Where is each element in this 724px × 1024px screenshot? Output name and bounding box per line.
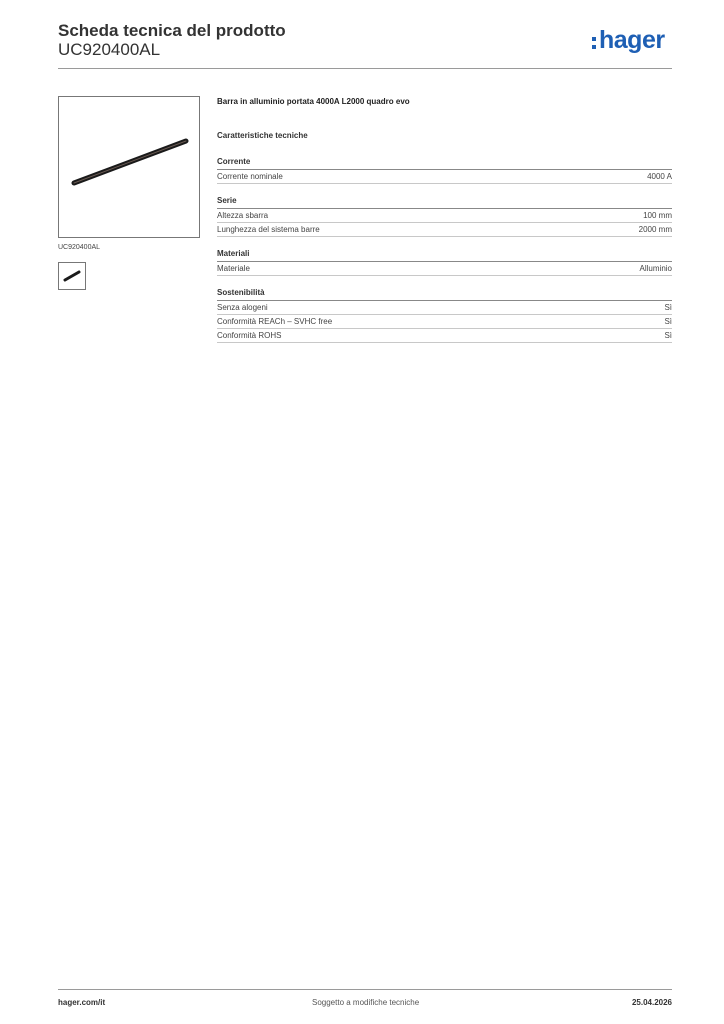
spec-group-title: Materiali	[217, 247, 672, 262]
header-divider	[58, 68, 672, 69]
busbar-thumbnail-icon	[59, 263, 85, 289]
spec-group-corrente	[217, 155, 672, 184]
footer-note: Soggetto a modifiche tecniche	[312, 998, 420, 1007]
product-code: UC920400AL	[58, 40, 161, 59]
logo-dots-icon	[592, 37, 596, 53]
footer-website-link[interactable]: hager.com/it	[58, 998, 106, 1007]
spec-value: 4000 A	[647, 172, 672, 181]
hager-logo	[592, 26, 674, 56]
spec-label: Conformità REACh – SVHC free	[217, 317, 333, 326]
spec-group-title: Sostenibilità	[217, 286, 672, 301]
spec-row	[217, 170, 672, 184]
spec-row	[217, 329, 672, 343]
spec-row	[217, 315, 672, 329]
footer-date: 25.04.2026	[631, 998, 672, 1007]
spec-value: Sì	[664, 317, 672, 326]
spec-group-serie	[217, 194, 672, 237]
spec-label: Senza alogeni	[217, 303, 268, 312]
page-title: Scheda tecnica del prodotto	[58, 21, 286, 40]
spec-label: Conformità ROHS	[217, 331, 282, 340]
image-caption: UC920400AL	[58, 244, 101, 251]
product-image	[58, 96, 200, 238]
spec-value: Sì	[664, 303, 672, 312]
product-description: Barra in alluminio portata 4000A L2000 quadro evo	[217, 97, 410, 106]
spec-label: Altezza sbarra	[217, 211, 269, 220]
thumbnail[interactable]	[58, 262, 86, 290]
spec-group-sostenibilita	[217, 286, 672, 343]
spec-row	[217, 223, 672, 237]
spec-row	[217, 209, 672, 223]
spec-label: Materiale	[217, 264, 250, 273]
spec-group-title: Serie	[217, 194, 672, 209]
spec-label: Corrente nominale	[217, 172, 283, 181]
spec-value: 2000 mm	[638, 225, 672, 234]
spec-value: 100 mm	[643, 211, 672, 220]
busbar-icon	[59, 97, 199, 237]
spec-group-materiali	[217, 247, 672, 276]
spec-value: Alluminio	[639, 264, 672, 273]
spec-row	[217, 262, 672, 276]
spec-row	[217, 301, 672, 315]
spec-label: Lunghezza del sistema barre	[217, 225, 320, 234]
spec-value: Sì	[664, 331, 672, 340]
spec-group-title: Corrente	[217, 155, 672, 170]
footer-divider	[58, 989, 672, 990]
specs-heading: Caratteristiche tecniche	[217, 131, 308, 140]
logo-text: hager	[599, 26, 665, 54]
